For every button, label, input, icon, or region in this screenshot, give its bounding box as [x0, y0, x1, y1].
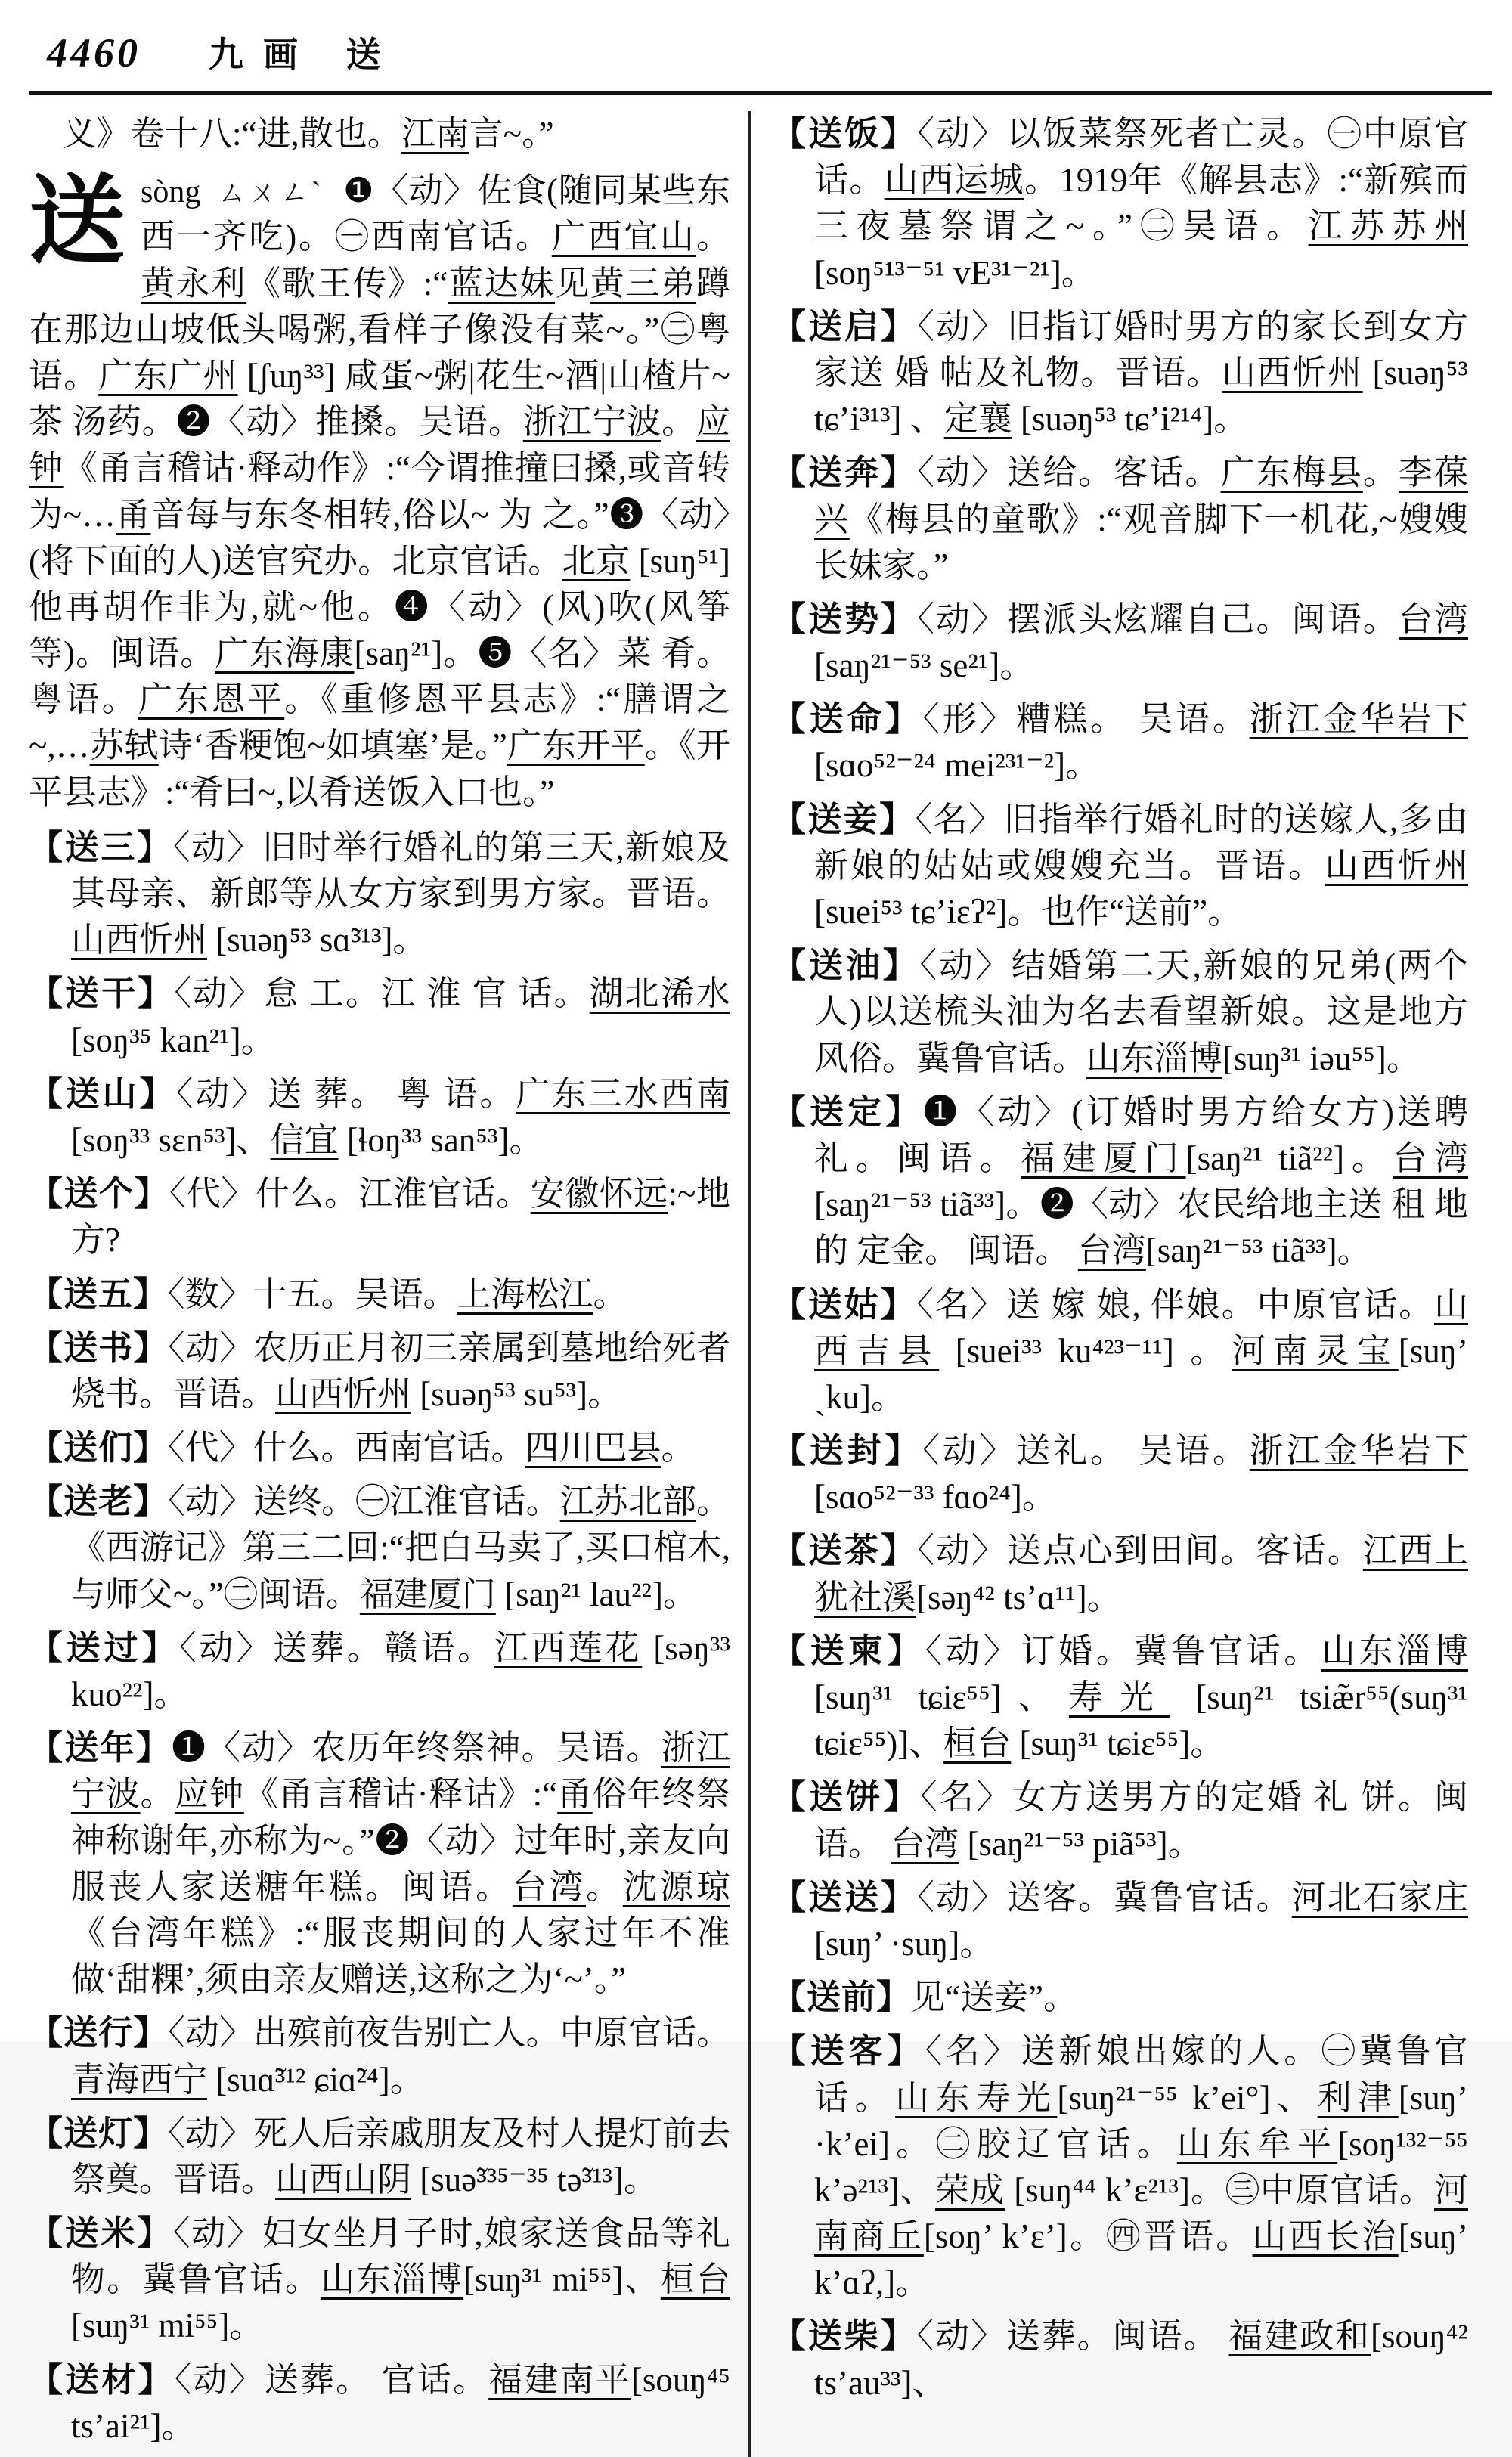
- entry-body: 〈动〉送礼。 吴语。浙江金华岩下 [sɑo⁵²⁻³³ fɑo²⁴]。: [814, 1432, 1468, 1517]
- columns: [29, 111, 1492, 2457]
- entry-body: 〈动〉以饭菜祭死者亡灵。㊀中原官话。山西运城。1919年《解县志》:“新殡而三夜墓祭谓之~。”㊁吴语。江苏苏州[soŋ⁵¹³⁻⁵¹ vE³¹⁻²¹]。: [814, 115, 1468, 292]
- entry-body: 〈动〉送葬。 官话。福建南平[souŋ⁴⁵ ts’ai²¹]。: [71, 2360, 730, 2445]
- dictionary-entry: [29, 1479, 730, 1618]
- main-entry-body: ❶〈动〉佐食(随同某些东西一齐吃)。㊀西南官话。广西宜山。黄永利《歌王传》:“蓝达妹见黄三弟蹲在那边山坡低头喝粥,看样子像没有菜~。”㊁粤语。广东广州 [ʃuŋ³³] 咸蛋~粥|花生~酒|山楂片~茶 汤药。❷〈动〉推搡。吴语。浙江宁波。应钟《甬言稽诂·释动作》:“今谓推撞曰搡,或音转为~…甬音每与东冬相转,俗以~ 为 之。”❸〈动〉(将下面的人)送官究办。北京官话。北京 [suŋ⁵¹] 他再胡作非为,就~他。❹〈动〉(风)吹(风筝等)。闽语。广东海康[saŋ²¹]。❺〈名〉菜 肴。粤语。广东恩平。《重修恩平县志》:“膳谓之~,…苏轼诗‘香粳饱~如填塞’是。”广东开平。《开平县志》:“肴曰~,以肴送饭入口也。”: [29, 172, 731, 811]
- entry-body: 〈动〉怠 工。江 淮 官 话。湖北浠水 [soŋ³⁵ kan²¹]。: [71, 974, 730, 1059]
- entry-headword: 【送五】: [29, 1275, 169, 1313]
- entry-body: 〈动〉订婚。冀鲁官话。山东淄博[suŋ³¹ tɕiɛ⁵⁵]、寿光 [suŋ²¹ tsiæ̃r⁵⁵(suŋ³¹ tɕiɛ⁵⁵)]、桓台 [suŋ³¹ tɕiɛ⁵⁵]。: [814, 1631, 1468, 1763]
- entry-headword: 【送老】: [29, 1483, 169, 1521]
- dictionary-entry: [29, 1071, 730, 1163]
- main-entry-zhuyin: ㄙㄨㄥˋ: [217, 177, 324, 209]
- dictionary-entry: [772, 111, 1468, 296]
- entry-headword: 【送命】: [772, 700, 923, 739]
- dictionary-entry: [772, 1975, 1468, 2021]
- left-entry-list: [29, 825, 730, 2449]
- entry-headword: 【送过】: [29, 1628, 180, 1667]
- entry-body: 〈动〉送客。冀鲁官话。河北石家庄[suŋ’ ·suŋ]。: [814, 1878, 1468, 1963]
- right-entry-list: [772, 111, 1468, 2406]
- dictionary-entry: [772, 1875, 1468, 1967]
- entry-body: 〈动〉死人后亲戚朋友及村人提灯前去祭奠。晋语。山西山阴 [suə̃³³⁵⁻³⁵ tə̃³¹³]。: [71, 2114, 730, 2198]
- entry-headword: 【送奔】: [772, 454, 918, 492]
- entry-headword: 【送灯】: [29, 2114, 169, 2152]
- dictionary-entry: [772, 2028, 1468, 2306]
- page-number: 4460: [47, 30, 141, 76]
- entry-headword: 【送茶】: [772, 1532, 918, 1570]
- entry-headword: 【送年】: [29, 1729, 172, 1768]
- entry-body: 〈动〉送点心到田间。客话。江西上犹社溪[səŋ⁴² ts’ɑ¹¹]。: [814, 1532, 1468, 1616]
- dictionary-entry: [772, 943, 1468, 1082]
- entry-body: 〈数〉十五。吴语。上海松江。: [168, 1275, 627, 1313]
- dictionary-entry: [29, 1725, 730, 2003]
- entry-body: ❶〈动〉农历年终祭神。吴语。浙江宁波。应钟《甬言稽诂·释诂》:“甬俗年终祭神称谢年,亦称为~。”❷〈动〉过年时,亲友向服丧人家送糖年糕。闽语。台湾。沈源琼《台湾年糕》:“服丧期间的人家过年不准做‘甜粿’,须由亲友赠送,这称之为‘~’。”: [71, 1729, 730, 1999]
- entry-body: 〈动〉送葬。闽语。 福建政和[souŋ⁴² ts’au³³]、: [814, 2317, 1468, 2402]
- dictionary-entry: [772, 304, 1468, 443]
- main-entry-headword: 送: [29, 168, 126, 276]
- dictionary-entry: [772, 696, 1468, 789]
- header-rule: [29, 91, 1492, 94]
- entry-body: 〈动〉妇女坐月子时,娘家送食品等礼物。冀鲁官话。山东淄博[suŋ³¹ mi⁵⁵]、桓台[suŋ³¹ mi⁵⁵]。: [71, 2214, 730, 2345]
- main-entry: [29, 168, 730, 816]
- entry-headword: 【送材】: [29, 2360, 175, 2399]
- dictionary-entry: [29, 971, 730, 1063]
- dictionary-entry: [772, 1089, 1468, 1275]
- entry-headword: 【送定】: [772, 1092, 924, 1131]
- dictionary-entry: [772, 1528, 1468, 1620]
- entry-body: 〈名〉送新娘出嫁的人。㊀冀鲁官话。山东寿光[suŋ²¹⁻⁵⁵ k’ei°]、利津[suŋ’ ·k’ei]。㊁胶辽官话。山东牟平[soŋ¹³²⁻⁵⁵ k’ə²¹³]、荣成 [suŋ⁴⁴ k’ɛ²¹³]。㊂中原官话。河南商丘[soŋ’ k’ɛ’]。㊃晋语。山西长治[suŋ’ k’ɑʔ,]。: [814, 2032, 1468, 2302]
- entry-headword: 【送客】: [772, 2032, 925, 2071]
- entry-headword: 【送姑】: [772, 1285, 917, 1324]
- entry-body: 〈代〉什么。西南官话。四川巴县。: [168, 1429, 696, 1467]
- entry-headword: 【送送】: [772, 1878, 918, 1916]
- dictionary-entry: [29, 1625, 730, 1718]
- entry-body: 〈动〉送葬。赣语。江西莲花 [səŋ³³ kuo²²]。: [71, 1628, 730, 1713]
- entry-body: ❶〈动〉(订婚时男方给女方)送聘礼。闽语。福建厦门[saŋ²¹ tiã²²]。台湾[saŋ²¹⁻⁵³ tiã³³]。❷〈动〉农民给地主送 租 地 的 定金。 闽语。 台湾[saŋ²¹⁻⁵³ tiã³³]。: [814, 1092, 1468, 1270]
- entry-headword: 【送前】: [772, 1978, 912, 2017]
- entry-headword: 【送三】: [29, 828, 174, 866]
- dictionary-entry: [772, 1628, 1468, 1768]
- entry-headword: 【送封】: [772, 1432, 923, 1470]
- entry-body: 〈代〉什么。江淮官话。安徽怀远:~地方?: [71, 1175, 730, 1259]
- dictionary-entry: [29, 2211, 730, 2350]
- entry-headword: 【送柴】: [772, 2317, 917, 2356]
- entry-headword: 【送油】: [772, 947, 920, 985]
- right-column: [748, 111, 1468, 2457]
- entry-headword: 【送书】: [29, 1328, 169, 1367]
- entry-headword: 【送饼】: [772, 1778, 921, 1817]
- entry-body: 〈动〉结婚第二天,新娘的兄弟(两个人)以送梳头油为名去看望新娘。这是地方风俗。冀鲁官话。山东淄博[suŋ³¹ iəu⁵⁵]。: [814, 947, 1468, 1077]
- dictionary-entry: [29, 1325, 730, 1418]
- entry-headword: 【送干】: [29, 974, 175, 1013]
- main-entry-pinyin: sòng: [141, 175, 201, 210]
- entry-headword: 【送行】: [29, 2014, 169, 2053]
- dictionary-entry: [29, 1272, 730, 1318]
- entry-headword: 【送启】: [772, 307, 918, 345]
- page-header: [29, 14, 1492, 83]
- entry-body: 〈动〉送 葬。 粤 语。广东三水西南 [soŋ³³ sɛn⁵³]、信宜 [ɬoŋ³³ san⁵³]。: [71, 1074, 730, 1159]
- entry-body: 〈名〉女方送男方的定婚 礼 饼。闽语。 台湾 [saŋ²¹⁻⁵³ piã⁵³]。: [814, 1778, 1468, 1863]
- dictionary-entry: [29, 2010, 730, 2102]
- section-title: 九画 送: [209, 36, 401, 74]
- entry-body: 〈名〉送 嫁 娘, 伴娘。中原官话。山西吉县 [suei³³ ku⁴²³⁻¹¹] 。河南灵宝[suŋ’ ˎku]。: [814, 1285, 1468, 1416]
- entry-headword: 【送个】: [29, 1175, 169, 1213]
- dictionary-entry: [29, 1425, 730, 1471]
- dictionary-entry: [772, 1282, 1468, 1421]
- entry-body: 见“送妾”。: [911, 1978, 1077, 2017]
- entry-body: 〈动〉农历正月初三亲属到墓地给死者烧书。晋语。山西忻州 [suəŋ⁵³ su⁵³]。: [71, 1328, 730, 1413]
- entry-body: 〈动〉旧时举行婚礼的第三天,新娘及其母亲、新郎等从女方家到男方家。晋语。山西忻州 [suəŋ⁵³ sɑ̃³¹³]。: [71, 828, 730, 959]
- dictionary-entry: [772, 450, 1468, 589]
- continuation-text: 义》卷十八:“进,散也。江南言~。”: [62, 115, 554, 153]
- entry-body: 〈名〉旧指举行婚礼时的送嫁人,多由新娘的姑姑或嫂嫂充当。晋语。山西忻州[suei⁵³ tɕ’iɛʔ²]。也作“送前”。: [814, 800, 1468, 931]
- entry-body: 〈动〉出殡前夜告别亡人。中原官话。青海西宁 [suɑ̃³¹² ɕiɑ̃²⁴]。: [71, 2014, 730, 2099]
- dictionary-entry: [29, 1171, 730, 1263]
- entry-headword: 【送柬】: [772, 1631, 925, 1670]
- dictionary-entry: [772, 797, 1468, 936]
- dictionary-entry: [29, 2357, 730, 2449]
- entry-body: 〈动〉旧指订婚时男方的家长到女方家送 婚 帖及礼物。晋语。山西忻州 [suəŋ⁵³ tɕ’i³¹³] 、定襄 [suəŋ⁵³ tɕ’i²¹⁴]。: [814, 307, 1468, 438]
- dictionary-entry: [29, 825, 730, 964]
- dictionary-entry: [772, 1774, 1468, 1867]
- entry-headword: 【送山】: [29, 1074, 176, 1113]
- dictionary-entry: [772, 1428, 1468, 1520]
- entry-body: 〈动〉送终。㊀江淮官话。江苏北部。《西游记》第三二回:“把白马卖了,买口棺木,与师父~。”㊁闽语。福建厦门 [saŋ²¹ lau²²]。: [71, 1483, 730, 1613]
- entry-body: 〈动〉摆派头炫耀自己。闽语。台湾 [saŋ²¹⁻⁵³ se²¹]。: [814, 600, 1468, 685]
- entry-body: 〈动〉送给。客话。广东梅县。李葆兴《梅县的童歌》:“观音脚下一机花,~嫂嫂长妹家。”: [814, 454, 1468, 584]
- entry-body: 〈形〉糟糕。 吴语。浙江金华岩下 [sɑo⁵²⁻²⁴ mei²³¹⁻²]。: [814, 700, 1468, 785]
- entry-headword: 【送饭】: [772, 115, 918, 153]
- dictionary-entry: [29, 2111, 730, 2203]
- entry-headword: 【送米】: [29, 2214, 174, 2253]
- entry-headword: 【送妾】: [772, 800, 916, 838]
- left-column: [29, 111, 748, 2457]
- entry-headword: 【送们】: [29, 1429, 169, 1467]
- dictionary-entry: [772, 596, 1468, 689]
- dictionary-entry: [772, 2313, 1468, 2406]
- entry-headword: 【送势】: [772, 600, 918, 638]
